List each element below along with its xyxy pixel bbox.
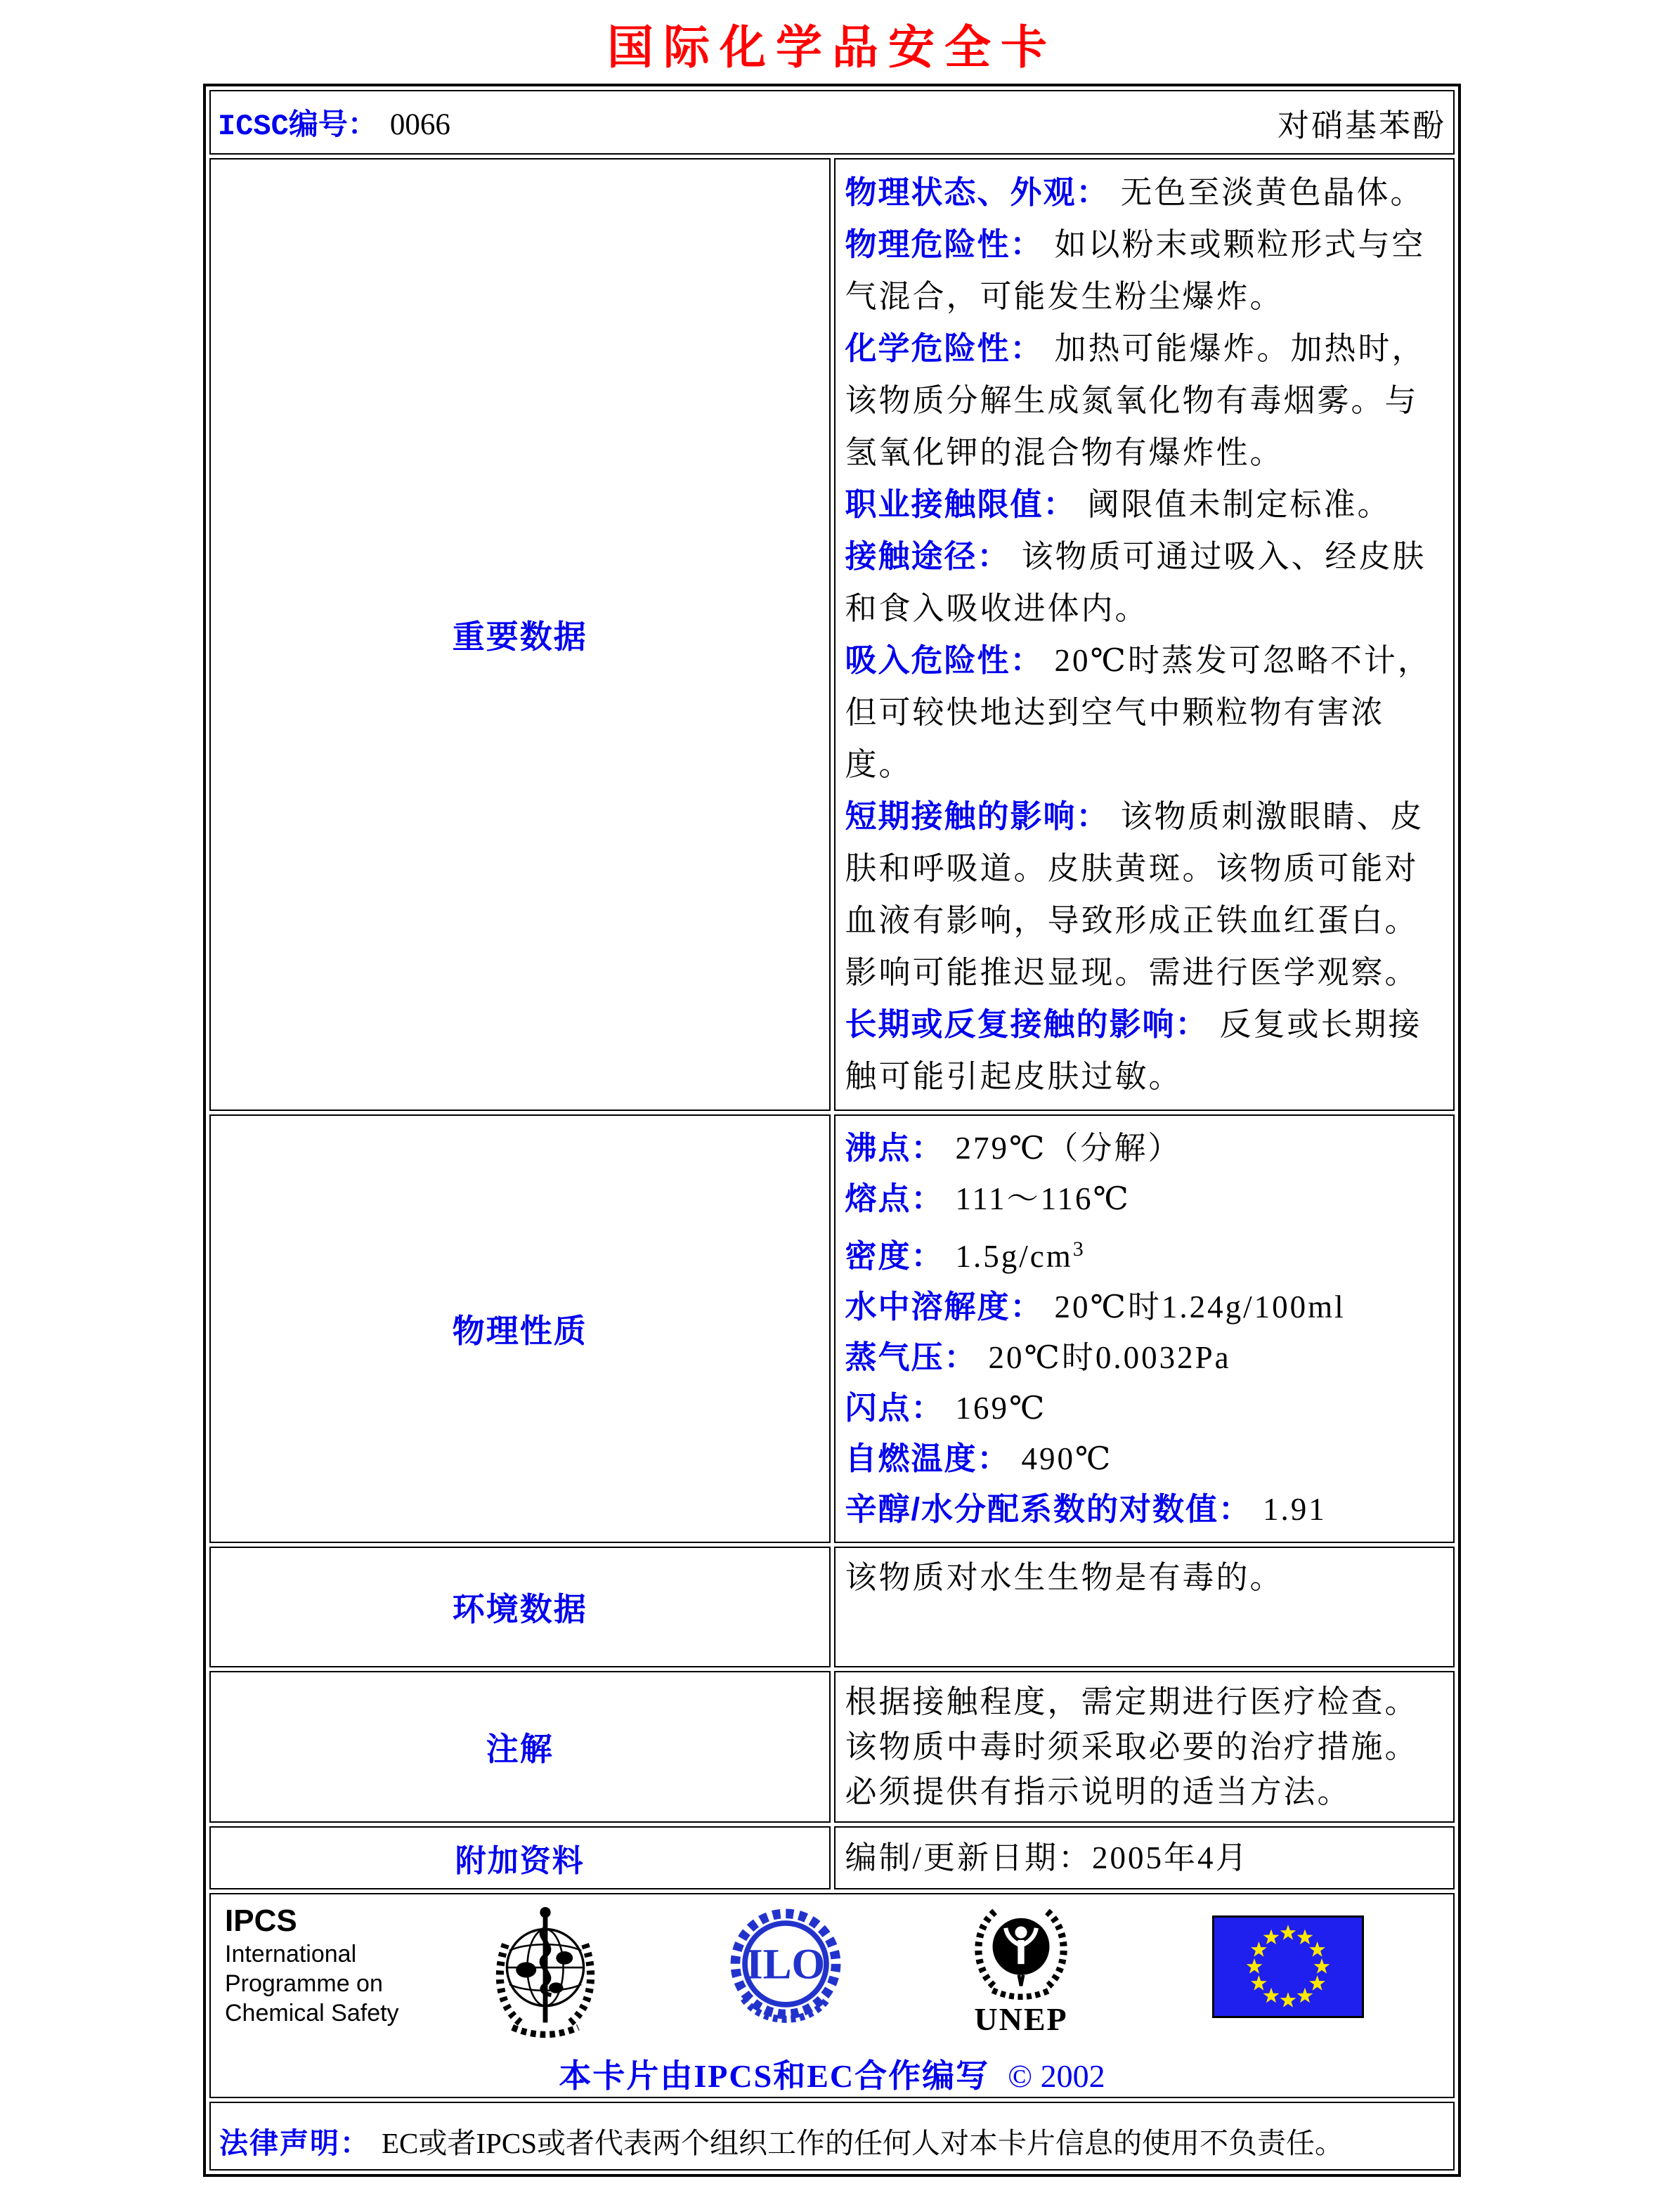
property-value: 1.5g/cm [955, 1239, 1073, 1274]
physical-property-row [845, 1383, 1444, 1433]
property-key: 闪点： [845, 1390, 944, 1426]
additional-info-content [834, 1826, 1455, 1889]
property-value: 20℃时1.24g/100ml [1054, 1289, 1346, 1325]
environmental-data-text: 该物质对水生生物是有毒的。 [845, 1560, 1284, 1595]
ipcs-title: IPCS [225, 1904, 297, 1938]
section-label-environmental-data: 环境数据 [209, 1547, 831, 1667]
header-row [209, 90, 1455, 155]
physical-property-row [845, 1224, 1444, 1282]
property-key: 密度： [845, 1238, 944, 1274]
unep-wordmark: UNEP [974, 2001, 1068, 2037]
important-data-row [209, 158, 1455, 1111]
environmental-data-content [834, 1547, 1455, 1667]
ipcs-line: International [225, 1941, 357, 1967]
header-bar [211, 92, 1453, 152]
physical-property-row [845, 1484, 1444, 1535]
ilo-logo-icon [719, 1903, 852, 2041]
environmental-data-row [209, 1547, 1455, 1667]
item-value: 无色至淡黄色晶体。 [1120, 175, 1424, 210]
logos-row [209, 1893, 1455, 2098]
ipcs-text-block [225, 1903, 411, 2028]
item-key: 短期接触的影响： [845, 798, 1110, 834]
eu-flag-icon [1212, 1915, 1364, 2018]
header-cell [209, 90, 1455, 155]
important-item [845, 998, 1444, 1102]
item-value: 20℃时蒸发可忽略不计，但可较快地达到空气中颗粒物有害浓度。 [845, 643, 1431, 782]
legal-statement [211, 2111, 1453, 2161]
notes-row [209, 1671, 1455, 1823]
physical-properties-row [209, 1114, 1455, 1543]
unep-logo-icon [966, 1903, 1076, 2001]
item-value: 阈限值未制定标准。 [1087, 487, 1391, 522]
item-key: 物理状态、外观： [845, 174, 1110, 210]
legal-text: EC或者IPCS或者代表两个组织工作的任何人对本卡片信息的使用不负责任。 [382, 2127, 1344, 2159]
important-item [845, 479, 1444, 531]
chemical-name: 对硝基苯酚 [1277, 108, 1446, 143]
important-item [845, 323, 1444, 479]
property-value: 111～116℃ [955, 1181, 1131, 1216]
property-value: 490℃ [1021, 1441, 1113, 1476]
logos-cell [209, 1893, 1455, 2098]
item-value: 该物质刺激眼睛、皮肤和呼吸道。皮肤黄斑。该物质可能对血液有影响，导致形成正铁血红蛋白。影响可能推迟显现。需进行医学观察。 [845, 799, 1424, 990]
icsc-number-group [218, 101, 450, 143]
section-label-notes: 注解 [209, 1671, 831, 1823]
property-key: 熔点： [845, 1180, 944, 1216]
item-key: 物理危险性： [845, 226, 1044, 262]
section-label-physical-properties: 物理性质 [209, 1114, 831, 1543]
item-value: 该物质可通过吸入、经皮肤和食入吸收进体内。 [845, 539, 1426, 626]
physical-properties-content [834, 1114, 1455, 1543]
item-value: 加热可能爆炸。加热时，该物质分解生成氮氧化物有毒烟雾。与氢氧化钾的混合物有爆炸性。 [845, 331, 1426, 470]
important-item [845, 635, 1444, 791]
ipcs-line: Chemical Safety [225, 2000, 399, 2026]
notes-text: 根据接触程度，需定期进行医疗检查。该物质中毒时须采取必要的治疗措施。必须提供有指示说明的适当方法。 [845, 1684, 1419, 1809]
logos-strip [211, 1894, 1453, 2041]
cooperation-text: 本卡片由IPCS和EC合作编写 [559, 2058, 990, 2094]
who-logo-icon [479, 1903, 612, 2041]
item-key: 化学危险性： [845, 330, 1044, 366]
item-value: 如以粉末或颗粒形式与空气混合，可能发生粉尘爆炸。 [845, 227, 1426, 314]
physical-property-row [845, 1332, 1444, 1383]
section-label-additional-info: 附加资料 [209, 1826, 831, 1889]
ilo-monogram-text: ILO [746, 1940, 826, 1989]
item-key: 职业接触限值： [845, 486, 1077, 522]
icsc-number-label: ICSC编号： [218, 110, 377, 143]
item-key: 吸入危险性： [845, 642, 1044, 678]
property-value-superscript: 3 [1072, 1237, 1086, 1261]
property-key: 辛醇/水分配系数的对数值： [845, 1491, 1252, 1527]
important-data-content [834, 158, 1455, 1111]
property-key: 水中溶解度： [845, 1289, 1044, 1325]
legal-row [209, 2102, 1455, 2171]
legal-label: 法律声明： [219, 2127, 370, 2159]
notes-content [834, 1671, 1455, 1823]
item-value: 反复或长期接触可能引起皮肤过敏。 [845, 1007, 1422, 1094]
property-value: 169℃ [955, 1391, 1047, 1426]
cooperation-caption [211, 2050, 1453, 2097]
important-item [845, 791, 1444, 998]
additional-info-text: 编制/更新日期：2005年4月 [845, 1840, 1249, 1875]
unep-logo-block [965, 1903, 1077, 2038]
copyright-text: © 2002 [1008, 2058, 1105, 2094]
legal-cell [209, 2102, 1455, 2171]
physical-property-row [845, 1433, 1444, 1484]
important-item [845, 531, 1444, 635]
property-key: 蒸气压： [845, 1339, 977, 1375]
important-item [845, 219, 1444, 323]
item-key: 接触途径： [845, 538, 1010, 574]
property-key: 沸点： [845, 1130, 944, 1166]
property-value: 1.91 [1263, 1492, 1327, 1527]
physical-property-row [845, 1282, 1444, 1332]
property-key: 自燃温度： [845, 1440, 1010, 1476]
safety-card-table [203, 84, 1461, 2177]
icsc-number-value: 0066 [389, 108, 450, 141]
physical-property-row [845, 1123, 1444, 1173]
important-item [845, 167, 1444, 219]
item-key: 长期或反复接触的影响： [845, 1006, 1209, 1042]
section-label-important-data: 重要数据 [209, 158, 831, 1111]
property-value: 20℃时0.0032Pa [988, 1340, 1231, 1375]
property-value: 279℃（分解） [955, 1131, 1182, 1166]
page-title: 国际化学品安全卡 [607, 22, 1057, 74]
ipcs-line: Programme on [225, 1970, 383, 1997]
physical-property-row [845, 1173, 1444, 1224]
additional-info-row [209, 1826, 1455, 1889]
